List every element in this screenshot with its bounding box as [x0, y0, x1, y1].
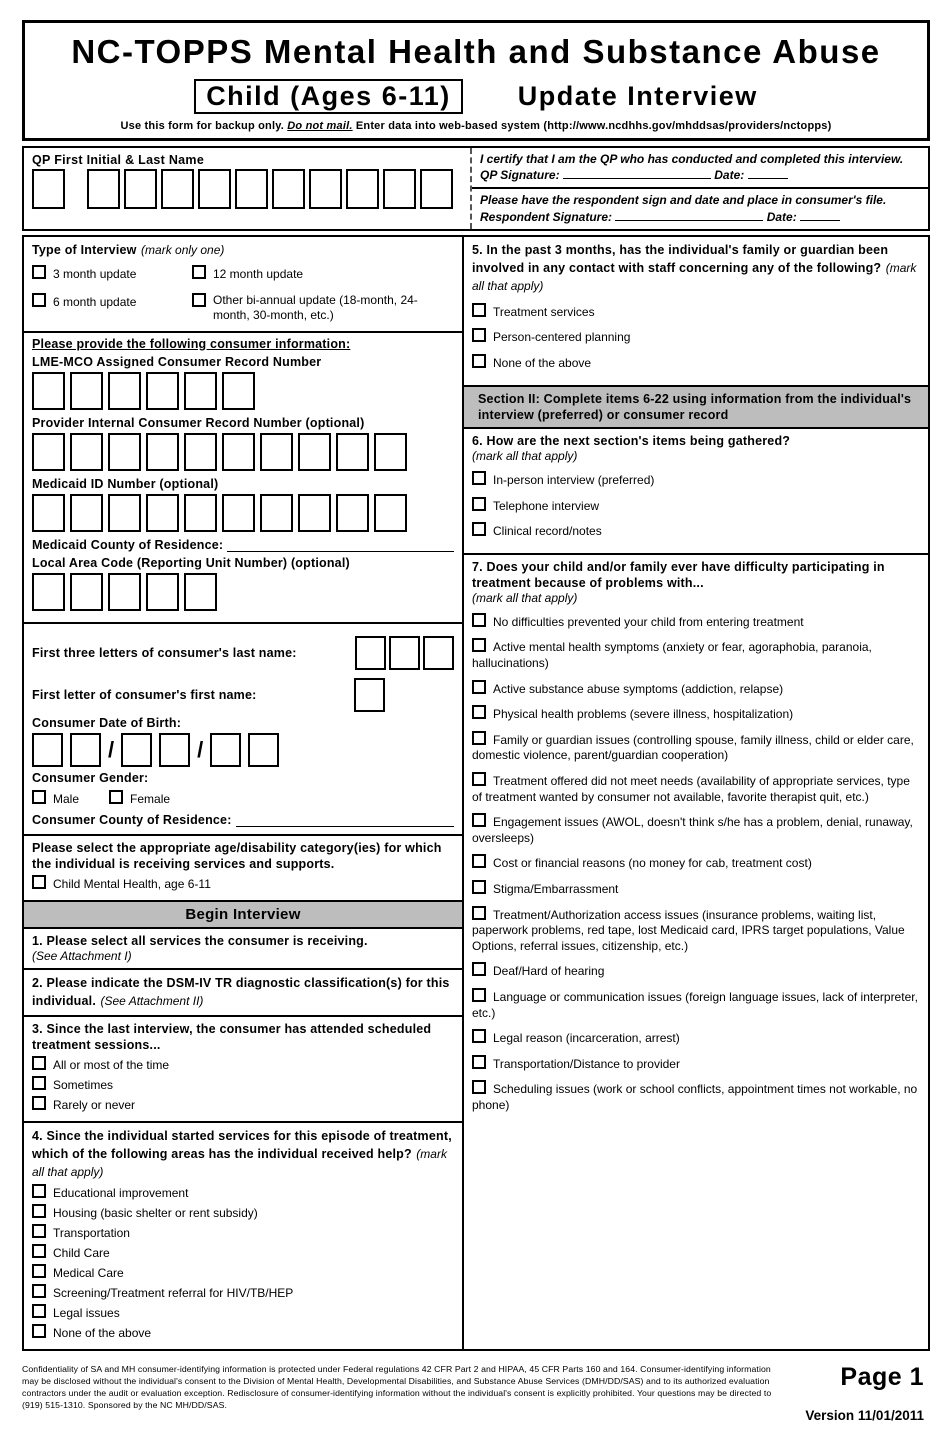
- char-box[interactable]: [108, 573, 141, 611]
- checkbox-icon[interactable]: [32, 1244, 46, 1258]
- checkbox-icon[interactable]: [472, 680, 486, 694]
- medicaid-id-label: Medicaid ID Number (optional): [32, 476, 219, 491]
- question-6-text: 6. How are the next section's items being gathered?: [472, 434, 791, 449]
- question-4-text: 4. Since the individual started services for this episode of treatment, which of the following areas has the individual received help?: [32, 1128, 452, 1161]
- age-category-text: Please select the appropriate age/disability category(ies) for which the individual is receiving services and supports.: [32, 840, 442, 871]
- checkbox-icon[interactable]: [32, 265, 46, 279]
- option-label: Sometimes: [53, 1077, 114, 1092]
- question-5: [464, 237, 928, 385]
- version-label: Version 11/01/2011: [805, 1407, 924, 1423]
- char-box[interactable]: [374, 494, 407, 532]
- dob-year-box[interactable]: [248, 733, 279, 767]
- qp-lastname-box[interactable]: [161, 169, 194, 209]
- question-6: [464, 429, 928, 555]
- checkbox-icon[interactable]: [472, 638, 486, 652]
- option-label: Telephone interview: [493, 498, 600, 513]
- qp-lastname-box[interactable]: [346, 169, 379, 209]
- qp-name-panel: [24, 148, 470, 229]
- dob-label: Consumer Date of Birth:: [32, 715, 182, 730]
- option-label: No difficulties prevented your child from entering treatment: [493, 614, 804, 629]
- char-box[interactable]: [260, 494, 293, 532]
- option-language-communication[interactable]: [472, 988, 920, 1021]
- char-box[interactable]: [32, 372, 65, 410]
- checkbox-icon[interactable]: [472, 1029, 486, 1043]
- option-label: Active mental health symptoms (anxiety or fear, agoraphobia, paranoia, hallucinations): [472, 640, 872, 670]
- char-box[interactable]: [146, 494, 179, 532]
- char-box[interactable]: [260, 433, 293, 471]
- char-box[interactable]: [355, 636, 386, 670]
- question-7-note: (mark all that apply): [472, 590, 578, 605]
- char-box[interactable]: [298, 494, 331, 532]
- char-box[interactable]: [336, 494, 369, 532]
- checkbox-icon[interactable]: [32, 1324, 46, 1338]
- checkbox-icon[interactable]: [472, 731, 486, 745]
- option-active-sa-symptoms[interactable]: [472, 680, 920, 698]
- option-cost-financial[interactable]: [472, 854, 920, 872]
- firstname-letter-row: [32, 678, 454, 712]
- page-number: Page 1: [840, 1362, 924, 1391]
- option-label: None of the above: [53, 1325, 152, 1340]
- checkbox-icon[interactable]: [472, 988, 486, 1002]
- option-6-month-update[interactable]: [32, 293, 192, 323]
- checkbox-icon[interactable]: [32, 1096, 46, 1110]
- question-5-note: (mark all that apply): [472, 260, 917, 293]
- option-label: Treatment/Authorization access issues (insurance problems, waiting list, paperwork problems, red tape, lost Medicaid card, IPRS target populations, Value Options, referral issues, citizenship, etc.): [472, 907, 905, 953]
- checkbox-icon[interactable]: [472, 328, 486, 342]
- qp-name-label: QP First Initial & Last Name: [32, 153, 205, 167]
- char-box[interactable]: [70, 573, 103, 611]
- consumer-county-label: Consumer County of Residence:: [32, 812, 232, 827]
- gender-label: Consumer Gender:: [32, 770, 149, 785]
- dob-year-box[interactable]: [210, 733, 241, 767]
- qp-initial-box[interactable]: [32, 169, 65, 209]
- lastname-letter-boxes: [355, 636, 454, 670]
- checkbox-icon[interactable]: [192, 265, 206, 279]
- checkbox-icon[interactable]: [472, 1055, 486, 1069]
- checkbox-icon[interactable]: [472, 854, 486, 868]
- local-area-code-boxes: [32, 573, 454, 611]
- backup-instructions: [35, 120, 917, 132]
- char-box[interactable]: [222, 494, 255, 532]
- dob-day-box[interactable]: [121, 733, 152, 767]
- qp-lastname-box[interactable]: [272, 169, 305, 209]
- option-label: Transportation: [53, 1225, 130, 1240]
- checkbox-icon[interactable]: [472, 880, 486, 894]
- type-of-interview-section: [24, 237, 462, 333]
- option-label: Legal issues: [53, 1305, 120, 1320]
- certification-panel: [470, 148, 928, 229]
- checkbox-icon[interactable]: [32, 1224, 46, 1238]
- consumer-details-section: [24, 624, 462, 836]
- option-label: None of the above: [493, 355, 592, 370]
- option-educational-improvement[interactable]: [32, 1184, 454, 1201]
- qp-date-line[interactable]: [748, 168, 788, 179]
- form-title: NC-TOPPS Mental Health and Substance Abuse: [71, 33, 881, 70]
- consumer-info-section: [24, 333, 462, 624]
- char-box[interactable]: [184, 573, 217, 611]
- checkbox-icon[interactable]: [472, 613, 486, 627]
- qp-lastname-box[interactable]: [124, 169, 157, 209]
- char-box[interactable]: [423, 636, 454, 670]
- question-4-note: (mark all that apply): [32, 1146, 447, 1179]
- option-transportation-distance[interactable]: [472, 1055, 920, 1073]
- option-label: Person-centered planning: [493, 330, 631, 345]
- char-box[interactable]: [146, 372, 179, 410]
- question-6-note: (mark all that apply): [472, 449, 578, 464]
- respondent-signature-label: Respondent Signature:: [480, 209, 613, 224]
- option-label: 3 month update: [53, 266, 137, 281]
- form-subtitle-row: [35, 79, 917, 114]
- char-box[interactable]: [184, 494, 217, 532]
- option-label: Engagement issues (AWOL, doesn't think s/he has a problem, denial, runaway, oversleeps): [472, 815, 913, 845]
- option-label: Transportation/Distance to provider: [493, 1056, 680, 1071]
- char-box[interactable]: [374, 433, 407, 471]
- question-1-text: 1. Please select all services the consumer is receiving.: [32, 933, 368, 948]
- option-engagement-issues[interactable]: [472, 813, 920, 846]
- qp-certify-text: I certify that I am the QP who has conducted and completed this interview.: [480, 152, 904, 166]
- option-treatment-not-meet-needs[interactable]: [472, 772, 920, 805]
- char-box[interactable]: [32, 433, 65, 471]
- checkbox-icon[interactable]: [472, 1080, 486, 1094]
- form-header: [22, 20, 930, 141]
- option-label: Deaf/Hard of hearing: [493, 964, 605, 979]
- firstname-letter-label: First letter of consumer's first name:: [32, 687, 257, 702]
- checkbox-icon[interactable]: [32, 1184, 46, 1198]
- option-active-mh-symptoms[interactable]: [472, 638, 920, 671]
- option-label: Treatment offered did not meet needs (availability of appropriate services, type of treatment wanted by consumer not available, favorite therapist quit, etc.): [472, 773, 910, 804]
- qp-signature-line[interactable]: [563, 168, 711, 179]
- respondent-signature-line[interactable]: [615, 210, 763, 221]
- char-box[interactable]: [184, 433, 217, 471]
- respondent-date-label: Date:: [766, 209, 797, 224]
- checkbox-icon[interactable]: [472, 813, 486, 827]
- form-body: [22, 235, 930, 1351]
- option-child-care[interactable]: [32, 1244, 454, 1261]
- option-stigma[interactable]: [472, 880, 920, 898]
- char-box[interactable]: [32, 494, 65, 532]
- qp-date-label: Date:: [714, 168, 745, 183]
- checkbox-icon[interactable]: [32, 1284, 46, 1298]
- do-not-mail-emphasis: Do not mail.: [287, 120, 353, 132]
- question-7-text: 7. Does your child and/or family ever have difficulty participating in treatment because of problems with...: [472, 559, 885, 590]
- respondent-date-line[interactable]: [800, 210, 840, 221]
- local-area-code-label: Local Area Code (Reporting Unit Number) (optional): [32, 555, 350, 570]
- dob-boxes: [32, 733, 454, 767]
- char-box[interactable]: [108, 433, 141, 471]
- checkbox-icon[interactable]: [32, 293, 46, 307]
- checkbox-icon[interactable]: [32, 790, 46, 804]
- qp-lastname-box[interactable]: [235, 169, 268, 209]
- option-label: Language or communication issues (foreign language issues, lack of interpreter, etc.): [472, 989, 918, 1020]
- option-treatment-services[interactable]: [472, 303, 920, 321]
- checkbox-icon[interactable]: [472, 772, 486, 786]
- type-of-interview-options: [32, 262, 454, 326]
- question-2: [24, 970, 462, 1017]
- right-column: [464, 237, 928, 1349]
- lme-mco-label: LME-MCO Assigned Consumer Record Number: [32, 354, 322, 369]
- option-physical-health[interactable]: [472, 705, 920, 723]
- lme-mco-boxes: [32, 372, 454, 410]
- option-sometimes[interactable]: [32, 1076, 454, 1093]
- consumer-county-input-line[interactable]: [236, 814, 454, 827]
- qp-signature-label: QP Signature:: [480, 168, 560, 183]
- checkbox-icon[interactable]: [32, 1056, 46, 1070]
- question-2-text: 2. Please indicate the DSM-IV TR diagnostic classification(s) for this individual.: [32, 975, 450, 1008]
- char-box[interactable]: [298, 433, 331, 471]
- age-category-section: [24, 836, 462, 900]
- option-label: Rarely or never: [53, 1097, 136, 1112]
- option-label: Female: [130, 791, 171, 806]
- option-label: 12 month update: [213, 266, 304, 281]
- char-box[interactable]: [108, 494, 141, 532]
- option-label: Scheduling issues (work or school conflicts, appointment times not workable, no phone): [472, 1082, 918, 1112]
- section-2-banner: Section II: Complete items 6-22 using information from the individual's interview (preferred) or consumer record: [464, 385, 928, 430]
- consumer-info-heading: Please provide the following consumer information:: [32, 336, 351, 351]
- char-box[interactable]: [70, 372, 103, 410]
- option-medical-care[interactable]: [32, 1264, 454, 1281]
- age-group-box: Child (Ages 6-11): [194, 79, 463, 114]
- option-all-or-most[interactable]: [32, 1056, 454, 1073]
- char-box[interactable]: [70, 433, 103, 471]
- confidentiality-notice: Confidentiality of SA and MH consumer-identifying information is protected under Federal regulations 42 CFR Part 2 and HIPAA, 45 CFR Parts 160 and 164. Consumer-identifying information may be disclosed without the individual's consent to the Division of Mental Health, Developmental Disabilities, and Substance Abuse Services (DMH/DD/SAS) and to its authorized evaluation contractors under the audit or evaluation exception. Redisclosure of consumer-identifying information without the individual's consent is explicitly prohibited. Your questions may be directed to (919) 515-1310. Sponsored by the NC MH/DD/SAS.: [22, 1363, 772, 1411]
- qp-lastname-box[interactable]: [383, 169, 416, 209]
- qp-lastname-box[interactable]: [87, 169, 120, 209]
- option-label: Cost or financial reasons (no money for cab, treatment cost): [493, 856, 812, 871]
- option-label: Physical health problems (severe illness, hospitalization): [493, 707, 794, 722]
- lastname-letters-row: [32, 636, 454, 670]
- char-box[interactable]: [389, 636, 420, 670]
- checkbox-icon[interactable]: [472, 303, 486, 317]
- checkbox-icon[interactable]: [32, 1264, 46, 1278]
- option-label: Screening/Treatment referral for HIV/TB/HEP: [53, 1285, 294, 1300]
- checkbox-icon[interactable]: [32, 875, 46, 889]
- option-screening-referral[interactable]: [32, 1284, 454, 1301]
- option-child-mental-health[interactable]: [32, 875, 454, 892]
- question-1-note: (See Attachment I): [32, 948, 132, 963]
- begin-interview-banner: Begin Interview: [24, 900, 462, 929]
- respondent-certify-text: Please have the respondent sign and date and place in consumer's file.: [480, 193, 887, 208]
- checkbox-icon[interactable]: [32, 1076, 46, 1090]
- lastname-letters-label: First three letters of consumer's last name:: [32, 645, 297, 660]
- medicaid-county-row: [32, 538, 454, 552]
- option-legal-reason[interactable]: [472, 1029, 920, 1047]
- char-box[interactable]: [146, 573, 179, 611]
- provider-record-label: Provider Internal Consumer Record Number (optional): [32, 415, 365, 430]
- char-box[interactable]: [354, 678, 385, 712]
- char-box[interactable]: [222, 372, 255, 410]
- type-of-interview-note: (mark only one): [141, 242, 225, 257]
- char-box[interactable]: [108, 372, 141, 410]
- option-label: Treatment services: [493, 304, 595, 319]
- question-1: [24, 929, 462, 970]
- qp-section: [22, 146, 930, 231]
- dob-month-box[interactable]: [32, 733, 63, 767]
- option-deaf-hard-of-hearing[interactable]: [472, 962, 920, 980]
- option-label: 6 month update: [53, 294, 137, 309]
- left-column: [24, 237, 464, 1349]
- footer-right: [784, 1363, 930, 1423]
- consumer-county-row: [32, 813, 454, 827]
- option-authorization-access[interactable]: [472, 906, 920, 955]
- provider-record-boxes: [32, 433, 454, 471]
- qp-name-boxes: [32, 169, 462, 209]
- option-label: Male: [53, 791, 80, 806]
- option-rarely-never[interactable]: [32, 1096, 454, 1113]
- checkbox-icon[interactable]: [472, 354, 486, 368]
- option-label: Educational improvement: [53, 1185, 189, 1200]
- option-label: Stigma/Embarrassment: [493, 881, 619, 896]
- checkbox-icon[interactable]: [472, 962, 486, 976]
- char-box[interactable]: [146, 433, 179, 471]
- instruction-text: Use this form for backup only.: [120, 120, 288, 132]
- qp-lastname-box[interactable]: [420, 169, 453, 209]
- char-box[interactable]: [32, 573, 65, 611]
- question-4: [24, 1123, 462, 1349]
- qp-lastname-box[interactable]: [198, 169, 231, 209]
- option-no-difficulties[interactable]: [472, 613, 920, 631]
- option-label: Medical Care: [53, 1265, 124, 1280]
- slash-separator: /: [108, 736, 115, 762]
- checkbox-icon[interactable]: [32, 1204, 46, 1218]
- option-none-of-above-q5[interactable]: [472, 354, 920, 372]
- option-label: Child Care: [53, 1245, 110, 1260]
- checkbox-icon[interactable]: [109, 790, 123, 804]
- char-box[interactable]: [222, 433, 255, 471]
- option-label: Child Mental Health, age 6-11: [53, 876, 211, 891]
- option-transportation[interactable]: [32, 1224, 454, 1241]
- question-3: [24, 1017, 462, 1123]
- option-scheduling-issues[interactable]: [472, 1080, 920, 1113]
- qp-lastname-box[interactable]: [309, 169, 342, 209]
- question-5-text: 5. In the past 3 months, has the individual's family or guardian been involved in any contact with staff concerning any of the following?: [472, 242, 889, 275]
- option-12-month-update[interactable]: [192, 265, 454, 282]
- question-2-note: (See Attachment II): [100, 993, 204, 1008]
- option-family-guardian-issues[interactable]: [472, 731, 920, 764]
- interview-type-title: Update Interview: [517, 81, 758, 111]
- checkbox-icon[interactable]: [472, 906, 486, 920]
- option-other-biannual-update[interactable]: [192, 293, 454, 323]
- medicaid-county-label: Medicaid County of Residence:: [32, 537, 224, 552]
- gender-options: [32, 787, 454, 810]
- option-in-person-interview[interactable]: [472, 471, 920, 489]
- option-male[interactable]: [32, 790, 79, 807]
- option-legal-issues[interactable]: [32, 1304, 454, 1321]
- checkbox-icon[interactable]: [472, 497, 486, 511]
- option-label: Family or guardian issues (controlling spouse, family illness, child or elder care, domestic violence, parent/guardian cooperation): [472, 732, 914, 763]
- char-box[interactable]: [336, 433, 369, 471]
- checkbox-icon[interactable]: [472, 705, 486, 719]
- dob-month-box[interactable]: [70, 733, 101, 767]
- qp-certification: [472, 148, 928, 187]
- option-telephone-interview[interactable]: [472, 497, 920, 515]
- page-footer: [22, 1363, 930, 1423]
- option-label: Legal reason (incarceration, arrest): [493, 1031, 680, 1046]
- option-label: Active substance abuse symptoms (addiction, relapse): [493, 681, 784, 696]
- option-3-month-update[interactable]: [32, 265, 192, 282]
- respondent-certification: [472, 187, 928, 228]
- checkbox-icon[interactable]: [32, 1304, 46, 1318]
- option-label: Housing (basic shelter or rent subsidy): [53, 1205, 258, 1220]
- medicaid-county-input-line[interactable]: [227, 539, 454, 552]
- option-label: Clinical record/notes: [493, 524, 602, 539]
- option-clinical-record[interactable]: [472, 522, 920, 540]
- option-female[interactable]: [109, 790, 170, 807]
- option-label: Other bi-annual update (18-month, 24-month, 30-month, etc.): [213, 292, 418, 322]
- dob-day-box[interactable]: [159, 733, 190, 767]
- char-box[interactable]: [70, 494, 103, 532]
- option-label: All or most of the time: [53, 1057, 170, 1072]
- checkbox-icon[interactable]: [472, 522, 486, 536]
- type-of-interview-title: Type of Interview: [32, 242, 137, 257]
- option-housing[interactable]: [32, 1204, 454, 1221]
- slash-separator: /: [197, 736, 204, 762]
- checkbox-icon[interactable]: [192, 293, 206, 307]
- option-none-of-above-q4[interactable]: [32, 1324, 454, 1341]
- option-person-centered-planning[interactable]: [472, 328, 920, 346]
- question-3-text: 3. Since the last interview, the consumer has attended scheduled treatment sessions...: [32, 1021, 432, 1052]
- option-label: In-person interview (preferred): [493, 473, 655, 488]
- medicaid-id-boxes: [32, 494, 454, 532]
- checkbox-icon[interactable]: [472, 471, 486, 485]
- char-box[interactable]: [184, 372, 217, 410]
- instruction-text-web: Enter data into web-based system (http://www.ncdhhs.gov/mhddsas/providers/nctopps): [352, 120, 832, 132]
